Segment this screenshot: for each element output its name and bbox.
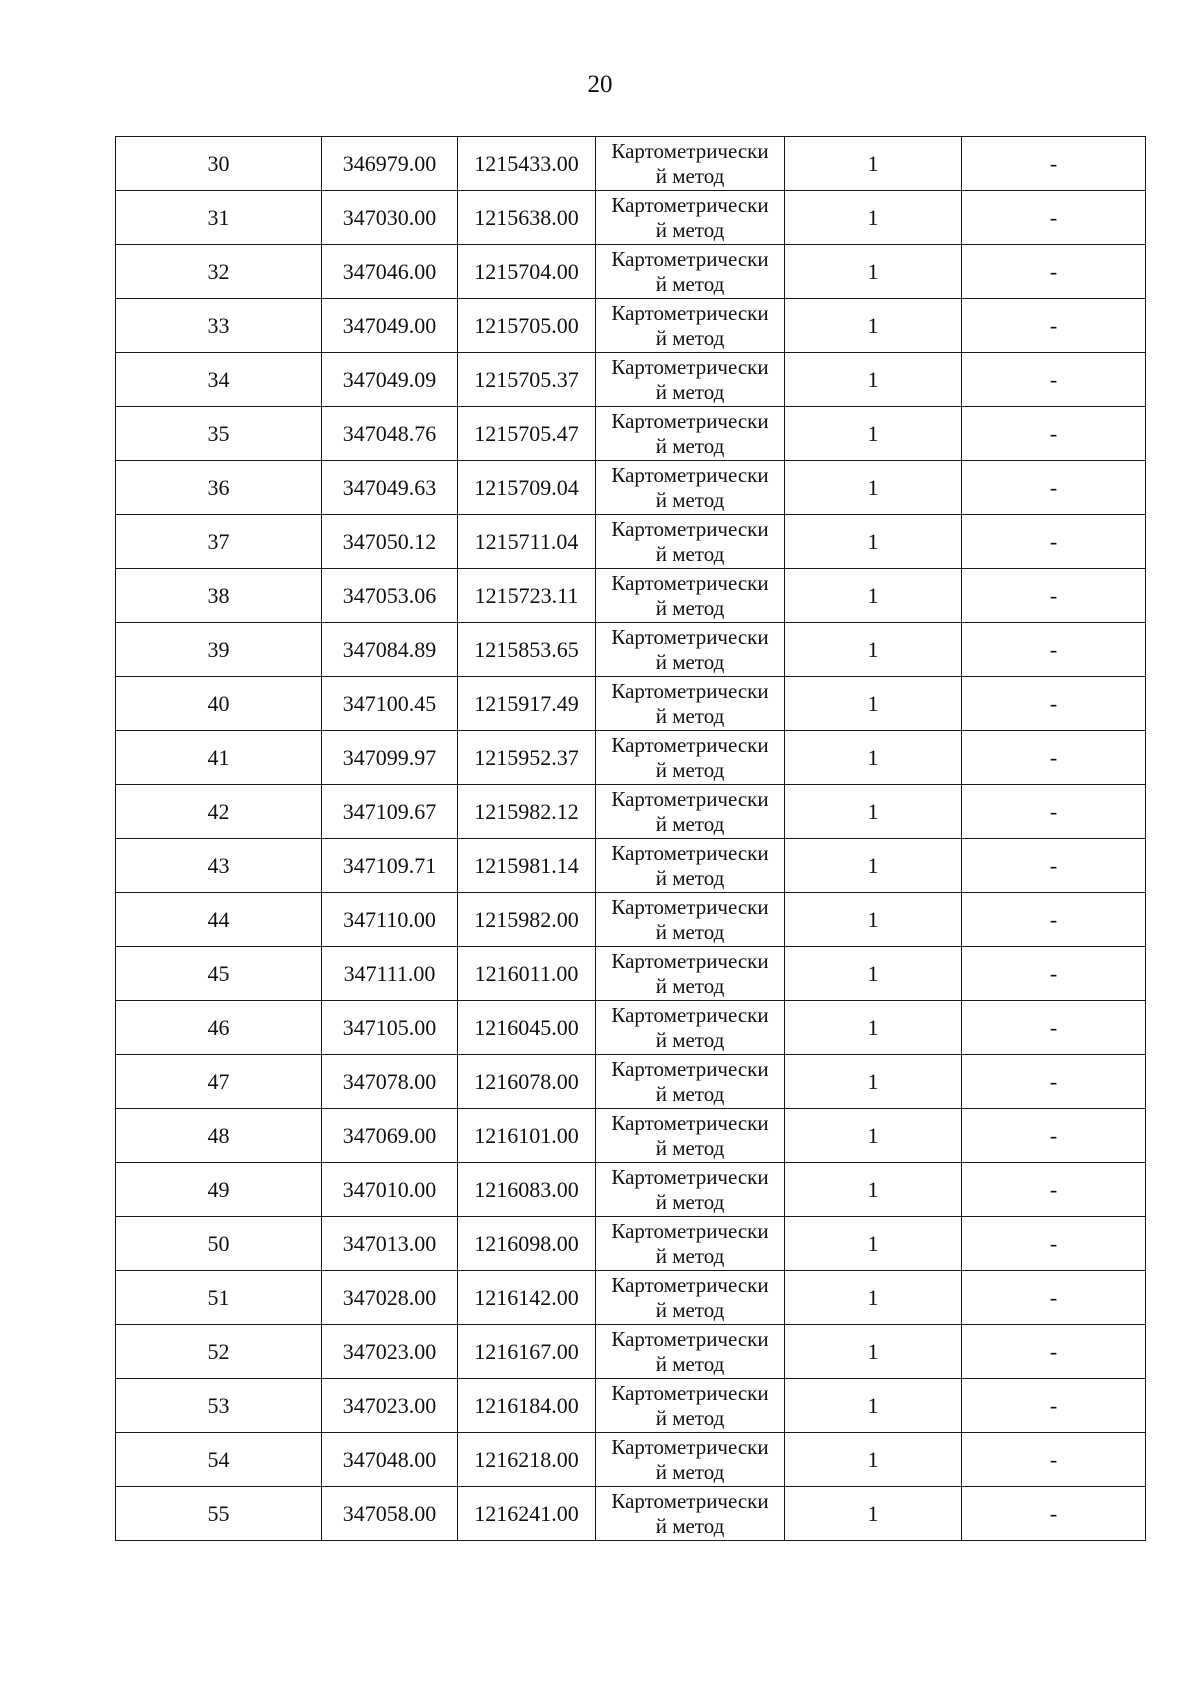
point-number-cell: 44 <box>116 893 322 947</box>
point-number-cell: 36 <box>116 461 322 515</box>
method-cell <box>596 1109 785 1163</box>
point-number-cell: 46 <box>116 1001 322 1055</box>
method-cell <box>596 569 785 623</box>
accuracy-cell: 1 <box>785 731 962 785</box>
note-cell: - <box>962 839 1146 893</box>
method-cell <box>596 245 785 299</box>
accuracy-cell: 1 <box>785 569 962 623</box>
table-row <box>116 1163 1146 1217</box>
table-row <box>116 1001 1146 1055</box>
point-number-cell: 39 <box>116 623 322 677</box>
method-cell <box>596 353 785 407</box>
table-row <box>116 1325 1146 1379</box>
method-line-2: й метод <box>655 973 725 998</box>
x-coordinate-cell: 347010.00 <box>322 1163 458 1217</box>
accuracy-cell: 1 <box>785 947 962 1001</box>
y-coordinate-cell: 1215981.14 <box>458 839 596 893</box>
y-coordinate-cell: 1215711.04 <box>458 515 596 569</box>
accuracy-cell: 1 <box>785 299 962 353</box>
note-cell: - <box>962 1217 1146 1271</box>
point-number-cell: 55 <box>116 1487 322 1541</box>
method-line-1: Картометрически <box>611 894 769 919</box>
table-row <box>116 893 1146 947</box>
method-line-2: й метод <box>655 487 725 512</box>
table-row <box>116 191 1146 245</box>
accuracy-cell: 1 <box>785 893 962 947</box>
point-number-cell: 54 <box>116 1433 322 1487</box>
table-row <box>116 1055 1146 1109</box>
accuracy-cell: 1 <box>785 515 962 569</box>
y-coordinate-cell: 1216078.00 <box>458 1055 596 1109</box>
note-cell: - <box>962 137 1146 191</box>
coordinates-table <box>115 136 1146 1541</box>
accuracy-cell: 1 <box>785 1271 962 1325</box>
table-row <box>116 839 1146 893</box>
x-coordinate-cell: 347069.00 <box>322 1109 458 1163</box>
method-line-1: Картометрически <box>611 732 769 757</box>
table-row <box>116 1271 1146 1325</box>
accuracy-cell: 1 <box>785 1217 962 1271</box>
table-row <box>116 1109 1146 1163</box>
y-coordinate-cell: 1215638.00 <box>458 191 596 245</box>
point-number-cell: 31 <box>116 191 322 245</box>
method-line-2: й метод <box>655 1351 725 1376</box>
point-number-cell: 34 <box>116 353 322 407</box>
point-number-cell: 50 <box>116 1217 322 1271</box>
accuracy-cell: 1 <box>785 785 962 839</box>
y-coordinate-cell: 1216142.00 <box>458 1271 596 1325</box>
x-coordinate-cell: 347049.09 <box>322 353 458 407</box>
accuracy-cell: 1 <box>785 1055 962 1109</box>
method-line-1: Картометрически <box>611 948 769 973</box>
method-cell <box>596 461 785 515</box>
x-coordinate-cell: 347100.45 <box>322 677 458 731</box>
method-line-2: й метод <box>655 595 725 620</box>
note-cell: - <box>962 1271 1146 1325</box>
method-cell <box>596 191 785 245</box>
table-row <box>116 407 1146 461</box>
point-number-cell: 52 <box>116 1325 322 1379</box>
method-line-2: й метод <box>655 703 725 728</box>
note-cell: - <box>962 1001 1146 1055</box>
x-coordinate-cell: 347099.97 <box>322 731 458 785</box>
table-row <box>116 785 1146 839</box>
method-line-2: й метод <box>655 1081 725 1106</box>
method-cell <box>596 1379 785 1433</box>
y-coordinate-cell: 1216167.00 <box>458 1325 596 1379</box>
table-row <box>116 677 1146 731</box>
method-line-1: Картометрически <box>611 138 769 163</box>
y-coordinate-cell: 1215982.12 <box>458 785 596 839</box>
y-coordinate-cell: 1216083.00 <box>458 1163 596 1217</box>
note-cell: - <box>962 1109 1146 1163</box>
method-line-2: й метод <box>655 541 725 566</box>
method-line-1: Картометрически <box>611 408 769 433</box>
point-number-cell: 51 <box>116 1271 322 1325</box>
note-cell: - <box>962 893 1146 947</box>
point-number-cell: 41 <box>116 731 322 785</box>
point-number-cell: 33 <box>116 299 322 353</box>
method-line-2: й метод <box>655 1189 725 1214</box>
method-line-2: й метод <box>655 1243 725 1268</box>
point-number-cell: 30 <box>116 137 322 191</box>
x-coordinate-cell: 347053.06 <box>322 569 458 623</box>
y-coordinate-cell: 1216045.00 <box>458 1001 596 1055</box>
table-row <box>116 947 1146 1001</box>
accuracy-cell: 1 <box>785 407 962 461</box>
method-cell <box>596 947 785 1001</box>
y-coordinate-cell: 1216218.00 <box>458 1433 596 1487</box>
y-coordinate-cell: 1215709.04 <box>458 461 596 515</box>
method-cell <box>596 1271 785 1325</box>
x-coordinate-cell: 347084.89 <box>322 623 458 677</box>
page-number: 20 <box>587 71 613 98</box>
method-line-1: Картометрически <box>611 516 769 541</box>
accuracy-cell: 1 <box>785 1379 962 1433</box>
x-coordinate-cell: 347028.00 <box>322 1271 458 1325</box>
y-coordinate-cell: 1215705.00 <box>458 299 596 353</box>
note-cell: - <box>962 677 1146 731</box>
method-line-1: Картометрически <box>611 1164 769 1189</box>
method-cell <box>596 1325 785 1379</box>
method-line-2: й метод <box>655 811 725 836</box>
note-cell: - <box>962 407 1146 461</box>
table-row <box>116 299 1146 353</box>
x-coordinate-cell: 347049.63 <box>322 461 458 515</box>
method-cell <box>596 407 785 461</box>
y-coordinate-cell: 1215723.11 <box>458 569 596 623</box>
x-coordinate-cell: 346979.00 <box>322 137 458 191</box>
y-coordinate-cell: 1216101.00 <box>458 1109 596 1163</box>
table-row <box>116 623 1146 677</box>
y-coordinate-cell: 1215853.65 <box>458 623 596 677</box>
method-line-1: Картометрически <box>611 786 769 811</box>
accuracy-cell: 1 <box>785 1109 962 1163</box>
note-cell: - <box>962 191 1146 245</box>
method-cell <box>596 623 785 677</box>
method-cell <box>596 839 785 893</box>
x-coordinate-cell: 347046.00 <box>322 245 458 299</box>
method-line-2: й метод <box>655 865 725 890</box>
y-coordinate-cell: 1215705.47 <box>458 407 596 461</box>
method-line-1: Картометрически <box>611 462 769 487</box>
x-coordinate-cell: 347049.00 <box>322 299 458 353</box>
point-number-cell: 48 <box>116 1109 322 1163</box>
point-number-cell: 47 <box>116 1055 322 1109</box>
note-cell: - <box>962 461 1146 515</box>
method-line-2: й метод <box>655 919 725 944</box>
method-line-1: Картометрически <box>611 246 769 271</box>
x-coordinate-cell: 347110.00 <box>322 893 458 947</box>
method-line-1: Картометрически <box>611 570 769 595</box>
y-coordinate-cell: 1215982.00 <box>458 893 596 947</box>
y-coordinate-cell: 1215704.00 <box>458 245 596 299</box>
note-cell: - <box>962 623 1146 677</box>
method-line-2: й метод <box>655 757 725 782</box>
method-line-2: й метод <box>655 1405 725 1430</box>
note-cell: - <box>962 1325 1146 1379</box>
table-row <box>116 1433 1146 1487</box>
method-line-1: Картометрически <box>611 1380 769 1405</box>
method-cell <box>596 1217 785 1271</box>
method-line-2: й метод <box>655 649 725 674</box>
method-cell <box>596 1163 785 1217</box>
point-number-cell: 37 <box>116 515 322 569</box>
accuracy-cell: 1 <box>785 1433 962 1487</box>
accuracy-cell: 1 <box>785 461 962 515</box>
x-coordinate-cell: 347078.00 <box>322 1055 458 1109</box>
point-number-cell: 38 <box>116 569 322 623</box>
method-line-1: Картометрически <box>611 1218 769 1243</box>
x-coordinate-cell: 347023.00 <box>322 1325 458 1379</box>
point-number-cell: 40 <box>116 677 322 731</box>
method-line-2: й метод <box>655 163 725 188</box>
method-line-1: Картометрически <box>611 1488 769 1513</box>
accuracy-cell: 1 <box>785 677 962 731</box>
note-cell: - <box>962 1163 1146 1217</box>
table-row <box>116 245 1146 299</box>
x-coordinate-cell: 347048.00 <box>322 1433 458 1487</box>
point-number-cell: 49 <box>116 1163 322 1217</box>
point-number-cell: 42 <box>116 785 322 839</box>
x-coordinate-cell: 347048.76 <box>322 407 458 461</box>
method-line-1: Картометрически <box>611 354 769 379</box>
note-cell: - <box>962 569 1146 623</box>
y-coordinate-cell: 1216184.00 <box>458 1379 596 1433</box>
accuracy-cell: 1 <box>785 1001 962 1055</box>
x-coordinate-cell: 347023.00 <box>322 1379 458 1433</box>
method-cell <box>596 1001 785 1055</box>
y-coordinate-cell: 1216098.00 <box>458 1217 596 1271</box>
x-coordinate-cell: 347030.00 <box>322 191 458 245</box>
y-coordinate-cell: 1216011.00 <box>458 947 596 1001</box>
method-line-1: Картометрически <box>611 1434 769 1459</box>
note-cell: - <box>962 785 1146 839</box>
note-cell: - <box>962 1433 1146 1487</box>
method-line-1: Картометрически <box>611 192 769 217</box>
table-row <box>116 515 1146 569</box>
table-row <box>116 1379 1146 1433</box>
accuracy-cell: 1 <box>785 191 962 245</box>
method-line-1: Картометрически <box>611 624 769 649</box>
table-row <box>116 353 1146 407</box>
y-coordinate-cell: 1215917.49 <box>458 677 596 731</box>
method-cell <box>596 893 785 947</box>
table-row <box>116 569 1146 623</box>
x-coordinate-cell: 347109.67 <box>322 785 458 839</box>
x-coordinate-cell: 347050.12 <box>322 515 458 569</box>
method-cell <box>596 1055 785 1109</box>
table-row <box>116 1217 1146 1271</box>
method-cell <box>596 1487 785 1541</box>
accuracy-cell: 1 <box>785 137 962 191</box>
note-cell: - <box>962 1379 1146 1433</box>
note-cell: - <box>962 515 1146 569</box>
note-cell: - <box>962 353 1146 407</box>
point-number-cell: 53 <box>116 1379 322 1433</box>
accuracy-cell: 1 <box>785 1325 962 1379</box>
method-line-1: Картометрически <box>611 1326 769 1351</box>
table-row <box>116 137 1146 191</box>
method-line-2: й метод <box>655 271 725 296</box>
accuracy-cell: 1 <box>785 353 962 407</box>
method-line-1: Картометрически <box>611 1056 769 1081</box>
x-coordinate-cell: 347013.00 <box>322 1217 458 1271</box>
method-line-2: й метод <box>655 1135 725 1160</box>
point-number-cell: 32 <box>116 245 322 299</box>
method-cell <box>596 137 785 191</box>
y-coordinate-cell: 1216241.00 <box>458 1487 596 1541</box>
method-cell <box>596 515 785 569</box>
y-coordinate-cell: 1215952.37 <box>458 731 596 785</box>
accuracy-cell: 1 <box>785 245 962 299</box>
method-line-1: Картометрически <box>611 840 769 865</box>
note-cell: - <box>962 731 1146 785</box>
y-coordinate-cell: 1215433.00 <box>458 137 596 191</box>
point-number-cell: 43 <box>116 839 322 893</box>
table-row <box>116 731 1146 785</box>
accuracy-cell: 1 <box>785 1487 962 1541</box>
method-line-1: Картометрически <box>611 1002 769 1027</box>
table-row <box>116 461 1146 515</box>
method-line-1: Картометрически <box>611 1110 769 1135</box>
accuracy-cell: 1 <box>785 1163 962 1217</box>
method-line-1: Картометрически <box>611 678 769 703</box>
method-cell <box>596 299 785 353</box>
x-coordinate-cell: 347105.00 <box>322 1001 458 1055</box>
method-line-2: й метод <box>655 433 725 458</box>
method-line-2: й метод <box>655 1459 725 1484</box>
note-cell: - <box>962 1487 1146 1541</box>
method-cell <box>596 731 785 785</box>
method-line-2: й метод <box>655 1513 725 1538</box>
method-cell <box>596 785 785 839</box>
table-row <box>116 1487 1146 1541</box>
method-cell <box>596 1433 785 1487</box>
accuracy-cell: 1 <box>785 839 962 893</box>
method-line-2: й метод <box>655 325 725 350</box>
coordinates-table-body <box>116 137 1146 1541</box>
point-number-cell: 35 <box>116 407 322 461</box>
method-line-1: Картометрически <box>611 300 769 325</box>
x-coordinate-cell: 347109.71 <box>322 839 458 893</box>
method-cell <box>596 677 785 731</box>
y-coordinate-cell: 1215705.37 <box>458 353 596 407</box>
point-number-cell: 45 <box>116 947 322 1001</box>
method-line-1: Картометрически <box>611 1272 769 1297</box>
x-coordinate-cell: 347111.00 <box>322 947 458 1001</box>
method-line-2: й метод <box>655 1027 725 1052</box>
method-line-2: й метод <box>655 379 725 404</box>
note-cell: - <box>962 245 1146 299</box>
note-cell: - <box>962 1055 1146 1109</box>
method-line-2: й метод <box>655 1297 725 1322</box>
x-coordinate-cell: 347058.00 <box>322 1487 458 1541</box>
method-line-2: й метод <box>655 217 725 242</box>
note-cell: - <box>962 299 1146 353</box>
note-cell: - <box>962 947 1146 1001</box>
accuracy-cell: 1 <box>785 623 962 677</box>
